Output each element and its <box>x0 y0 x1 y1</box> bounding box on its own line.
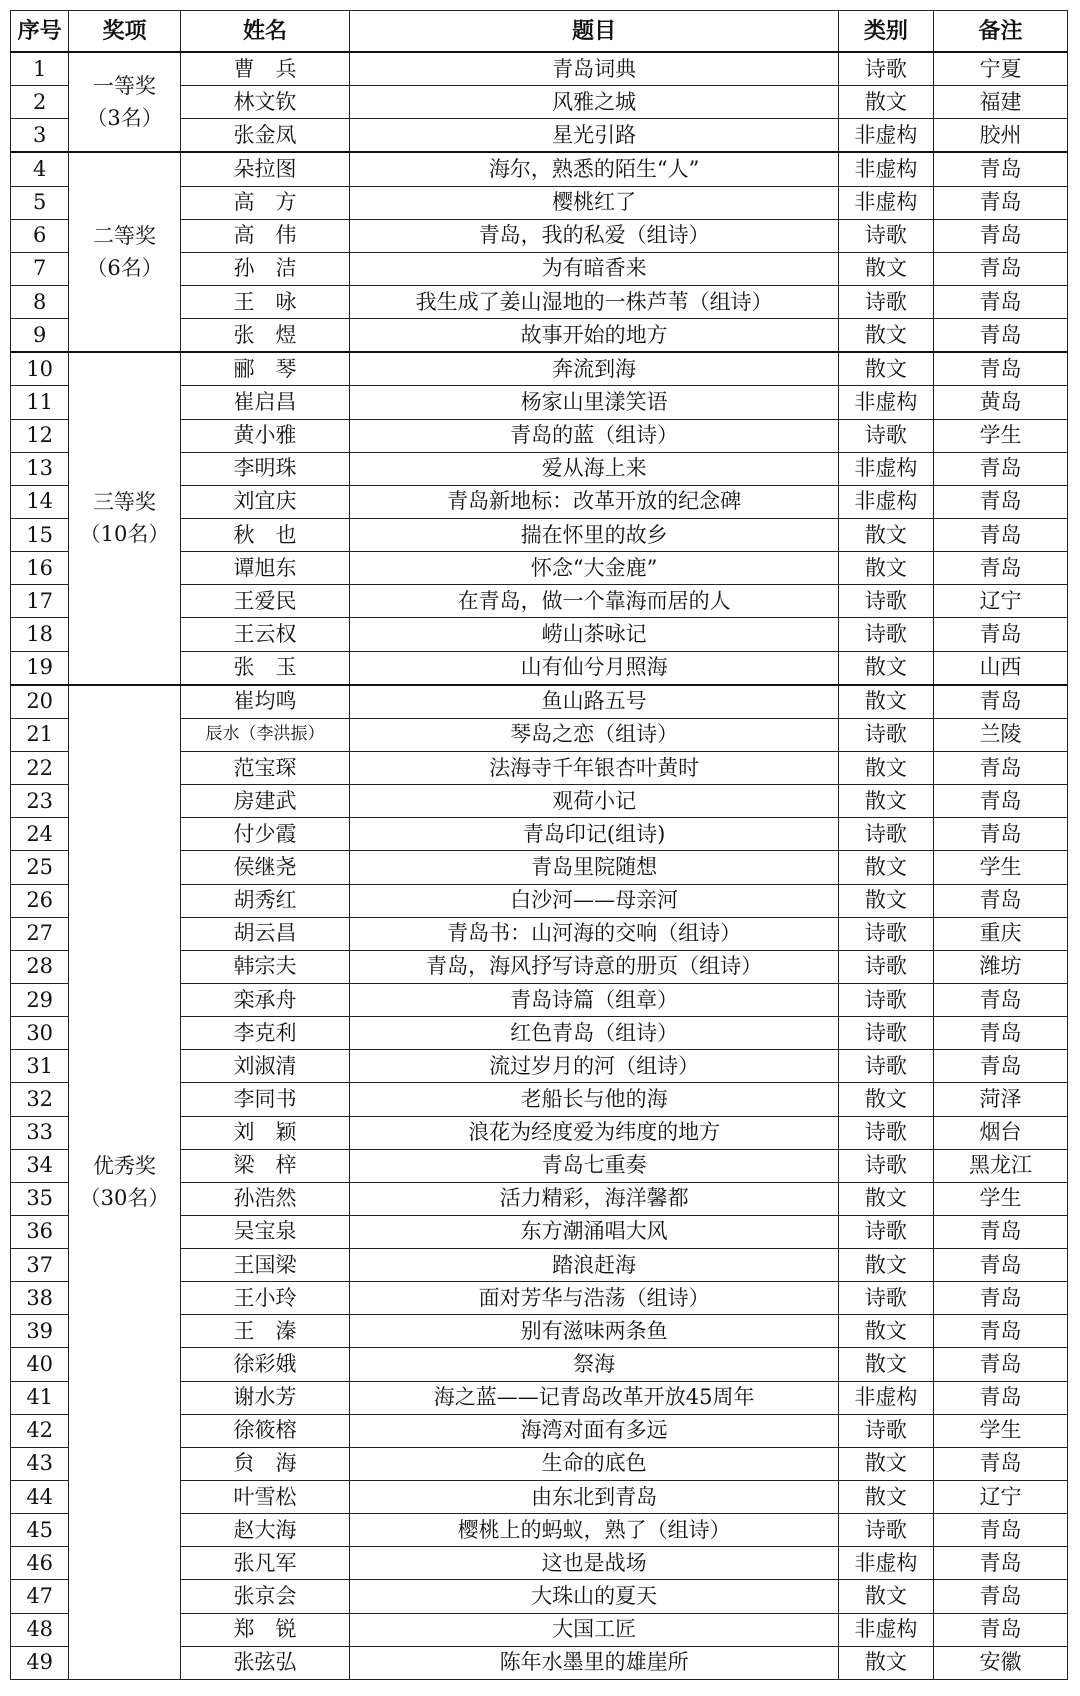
winner-name: 崔均鸣 <box>180 685 350 719</box>
work-category: 非虚构 <box>838 119 933 153</box>
work-category: 诗歌 <box>838 1414 933 1447</box>
winner-name: 张京会 <box>180 1580 350 1613</box>
work-title: 这也是战场 <box>350 1547 839 1580</box>
work-title: 别有滋味两条鱼 <box>350 1315 839 1348</box>
row-index: 28 <box>11 950 69 983</box>
remark: 青岛 <box>933 1447 1067 1480</box>
winner-name: 王爱民 <box>180 585 350 618</box>
award-count: （30名） <box>79 1186 170 1211</box>
winner-name: 林文钦 <box>180 86 350 119</box>
remark: 青岛 <box>933 452 1067 485</box>
row-index: 6 <box>11 219 69 252</box>
remark: 烟台 <box>933 1116 1067 1149</box>
table-row <box>11 52 1068 86</box>
work-title: 揣在怀里的故乡 <box>350 518 839 551</box>
work-title: 樱桃上的蚂蚁，熟了（组诗） <box>350 1514 839 1547</box>
row-index: 39 <box>11 1315 69 1348</box>
winner-name: 崔启昌 <box>180 386 350 419</box>
winner-name: 王 溱 <box>180 1315 350 1348</box>
row-index: 42 <box>11 1414 69 1447</box>
winner-name: 徐彩娥 <box>180 1348 350 1381</box>
work-category: 散文 <box>838 1481 933 1514</box>
table-row <box>11 685 1068 719</box>
row-index: 29 <box>11 983 69 1016</box>
winner-name: 辰水（李洪振） <box>180 718 350 751</box>
remark: 辽宁 <box>933 585 1067 618</box>
winner-name: 范宝琛 <box>180 751 350 784</box>
work-category: 散文 <box>838 86 933 119</box>
winner-name: 侯继尧 <box>180 851 350 884</box>
work-category: 诗歌 <box>838 1514 933 1547</box>
work-title: 青岛的蓝（组诗） <box>350 419 839 452</box>
remark: 青岛 <box>933 552 1067 585</box>
remark: 宁夏 <box>933 52 1067 86</box>
row-index: 2 <box>11 86 69 119</box>
header-remark: 备注 <box>933 11 1067 53</box>
work-title: 杨家山里漾笑语 <box>350 386 839 419</box>
work-category: 散文 <box>838 1348 933 1381</box>
winner-name: 刘淑清 <box>180 1050 350 1083</box>
work-category: 诗歌 <box>838 1149 933 1182</box>
work-title: 海湾对面有多远 <box>350 1414 839 1447</box>
table-body <box>11 52 1068 1680</box>
work-title: 山有仙兮月照海 <box>350 651 839 685</box>
remark: 青岛 <box>933 1348 1067 1381</box>
row-index: 13 <box>11 452 69 485</box>
work-category: 诗歌 <box>838 718 933 751</box>
work-category: 诗歌 <box>838 52 933 86</box>
work-title: 由东北到青岛 <box>350 1481 839 1514</box>
winner-name: 高 方 <box>180 186 350 219</box>
winner-name: 孙 洁 <box>180 252 350 285</box>
row-index: 12 <box>11 419 69 452</box>
row-index: 14 <box>11 485 69 518</box>
row-index: 33 <box>11 1116 69 1149</box>
remark: 重庆 <box>933 917 1067 950</box>
work-category: 散文 <box>838 1182 933 1215</box>
work-title: 流过岁月的河（组诗） <box>350 1050 839 1083</box>
remark: 胶州 <box>933 119 1067 153</box>
work-category: 诗歌 <box>838 1116 933 1149</box>
winner-name: 房建武 <box>180 785 350 818</box>
remark: 青岛 <box>933 1249 1067 1282</box>
work-category: 非虚构 <box>838 1547 933 1580</box>
work-category: 诗歌 <box>838 1050 933 1083</box>
winner-name: 王云权 <box>180 618 350 651</box>
winner-name: 王国梁 <box>180 1249 350 1282</box>
row-index: 45 <box>11 1514 69 1547</box>
winner-name: 王小玲 <box>180 1282 350 1315</box>
remark: 青岛 <box>933 983 1067 1016</box>
work-title: 鱼山路五号 <box>350 685 839 719</box>
work-category: 诗歌 <box>838 983 933 1016</box>
work-category: 诗歌 <box>838 917 933 950</box>
work-title: 青岛印记(组诗) <box>350 818 839 851</box>
remark: 青岛 <box>933 186 1067 219</box>
work-title: 大国工匠 <box>350 1613 839 1646</box>
award-group-cell <box>69 685 180 1680</box>
row-index: 43 <box>11 1447 69 1480</box>
work-title: 海尔，熟悉的陌生“人” <box>350 152 839 186</box>
row-index: 3 <box>11 119 69 153</box>
work-title: 在青岛，做一个靠海而居的人 <box>350 585 839 618</box>
row-index: 24 <box>11 818 69 851</box>
winner-name: 刘宜庆 <box>180 485 350 518</box>
row-index: 31 <box>11 1050 69 1083</box>
remark: 青岛 <box>933 685 1067 719</box>
row-index: 23 <box>11 785 69 818</box>
award-label: 一等奖 <box>93 73 157 98</box>
work-category: 非虚构 <box>838 186 933 219</box>
work-title: 奔流到海 <box>350 352 839 386</box>
row-index: 22 <box>11 751 69 784</box>
row-index: 16 <box>11 552 69 585</box>
row-index: 10 <box>11 352 69 386</box>
winner-name: 吴宝泉 <box>180 1215 350 1248</box>
remark: 青岛 <box>933 1514 1067 1547</box>
remark: 青岛 <box>933 785 1067 818</box>
work-category: 诗歌 <box>838 285 933 318</box>
winner-name: 秋 也 <box>180 518 350 551</box>
row-index: 19 <box>11 651 69 685</box>
row-index: 21 <box>11 718 69 751</box>
remark: 青岛 <box>933 1050 1067 1083</box>
remark: 潍坊 <box>933 950 1067 983</box>
row-index: 36 <box>11 1215 69 1248</box>
work-category: 诗歌 <box>838 219 933 252</box>
row-index: 9 <box>11 319 69 353</box>
remark: 青岛 <box>933 1613 1067 1646</box>
award-group-cell <box>69 352 180 684</box>
work-category: 非虚构 <box>838 452 933 485</box>
remark: 福建 <box>933 86 1067 119</box>
winner-name: 张金凤 <box>180 119 350 153</box>
winner-name: 谭旭东 <box>180 552 350 585</box>
work-title: 法海寺千年银杏叶黄时 <box>350 751 839 784</box>
work-title: 星光引路 <box>350 119 839 153</box>
winner-name: 付少霞 <box>180 818 350 851</box>
award-group-cell <box>69 52 180 152</box>
row-index: 40 <box>11 1348 69 1381</box>
row-index: 37 <box>11 1249 69 1282</box>
row-index: 15 <box>11 518 69 551</box>
winner-name: 王 咏 <box>180 285 350 318</box>
remark: 青岛 <box>933 1315 1067 1348</box>
work-category: 散文 <box>838 751 933 784</box>
work-title: 大珠山的夏天 <box>350 1580 839 1613</box>
remark: 青岛 <box>933 252 1067 285</box>
work-category: 散文 <box>838 518 933 551</box>
work-category: 散文 <box>838 1646 933 1679</box>
work-category: 散文 <box>838 352 933 386</box>
winner-name: 李同书 <box>180 1083 350 1116</box>
winner-name: 徐筱榕 <box>180 1414 350 1447</box>
remark: 青岛 <box>933 319 1067 353</box>
work-title: 青岛，海风抒写诗意的册页（组诗） <box>350 950 839 983</box>
row-index: 46 <box>11 1547 69 1580</box>
remark: 学生 <box>933 851 1067 884</box>
work-title: 活力精彩，海洋馨都 <box>350 1182 839 1215</box>
work-title: 樱桃红了 <box>350 186 839 219</box>
work-title: 青岛词典 <box>350 52 839 86</box>
winner-name: 李克利 <box>180 1017 350 1050</box>
award-label: 三等奖 <box>93 489 157 514</box>
work-title: 面对芳华与浩荡（组诗） <box>350 1282 839 1315</box>
row-index: 8 <box>11 285 69 318</box>
work-title: 故事开始的地方 <box>350 319 839 353</box>
remark: 学生 <box>933 1414 1067 1447</box>
remark: 青岛 <box>933 152 1067 186</box>
table-row <box>11 152 1068 186</box>
remark: 青岛 <box>933 884 1067 917</box>
work-category: 非虚构 <box>838 485 933 518</box>
winner-name: 张弦弘 <box>180 1646 350 1679</box>
work-category: 诗歌 <box>838 585 933 618</box>
work-title: 青岛书：山河海的交响（组诗） <box>350 917 839 950</box>
row-index: 17 <box>11 585 69 618</box>
remark: 黑龙江 <box>933 1149 1067 1182</box>
work-category: 散文 <box>838 1580 933 1613</box>
work-category: 诗歌 <box>838 818 933 851</box>
row-index: 48 <box>11 1613 69 1646</box>
remark: 青岛 <box>933 818 1067 851</box>
row-index: 30 <box>11 1017 69 1050</box>
work-category: 散文 <box>838 1249 933 1282</box>
remark: 青岛 <box>933 1381 1067 1414</box>
remark: 学生 <box>933 1182 1067 1215</box>
work-category: 散文 <box>838 851 933 884</box>
work-category: 散文 <box>838 252 933 285</box>
remark: 菏泽 <box>933 1083 1067 1116</box>
remark: 青岛 <box>933 518 1067 551</box>
award-label: 二等奖 <box>93 223 157 248</box>
row-index: 49 <box>11 1646 69 1679</box>
winner-name: 梁 梓 <box>180 1149 350 1182</box>
winner-name: 郑 锐 <box>180 1613 350 1646</box>
work-title: 观荷小记 <box>350 785 839 818</box>
row-index: 4 <box>11 152 69 186</box>
remark: 青岛 <box>933 618 1067 651</box>
work-title: 东方潮涌唱大风 <box>350 1215 839 1248</box>
header-category: 类别 <box>838 11 933 53</box>
winner-name: 赵大海 <box>180 1514 350 1547</box>
winner-name: 曹 兵 <box>180 52 350 86</box>
winner-name: 胡秀红 <box>180 884 350 917</box>
work-category: 散文 <box>838 1315 933 1348</box>
work-category: 散文 <box>838 1447 933 1480</box>
header-index: 序号 <box>11 11 69 53</box>
row-index: 38 <box>11 1282 69 1315</box>
winner-name: 韩宗夫 <box>180 950 350 983</box>
remark: 青岛 <box>933 1215 1067 1248</box>
row-index: 18 <box>11 618 69 651</box>
work-category: 散文 <box>838 552 933 585</box>
work-title: 琴岛之恋（组诗） <box>350 718 839 751</box>
winner-name: 孙浩然 <box>180 1182 350 1215</box>
row-index: 47 <box>11 1580 69 1613</box>
remark: 安徽 <box>933 1646 1067 1679</box>
remark: 青岛 <box>933 352 1067 386</box>
work-title: 白沙河——母亲河 <box>350 884 839 917</box>
work-title: 青岛诗篇（组章） <box>350 983 839 1016</box>
winner-name: 栾承舟 <box>180 983 350 1016</box>
work-title: 生命的底色 <box>350 1447 839 1480</box>
row-index: 35 <box>11 1182 69 1215</box>
award-group-cell <box>69 152 180 352</box>
work-title: 海之蓝——记青岛改革开放45周年 <box>350 1381 839 1414</box>
row-index: 7 <box>11 252 69 285</box>
work-title: 红色青岛（组诗） <box>350 1017 839 1050</box>
winner-name: 叶雪松 <box>180 1481 350 1514</box>
work-title: 青岛七重奏 <box>350 1149 839 1182</box>
remark: 青岛 <box>933 1547 1067 1580</box>
row-index: 26 <box>11 884 69 917</box>
work-title: 陈年水墨里的雄崖所 <box>350 1646 839 1679</box>
work-category: 非虚构 <box>838 152 933 186</box>
work-category: 诗歌 <box>838 419 933 452</box>
work-title: 青岛新地标：改革开放的纪念碑 <box>350 485 839 518</box>
winner-name: 谢水芳 <box>180 1381 350 1414</box>
winner-name: 张凡军 <box>180 1547 350 1580</box>
row-index: 32 <box>11 1083 69 1116</box>
row-index: 34 <box>11 1149 69 1182</box>
work-category: 非虚构 <box>838 1613 933 1646</box>
winner-name: 贠 海 <box>180 1447 350 1480</box>
work-title: 老船长与他的海 <box>350 1083 839 1116</box>
winner-name: 张 玉 <box>180 651 350 685</box>
work-title: 怀念“大金鹿” <box>350 552 839 585</box>
award-count: （6名） <box>86 256 163 281</box>
work-category: 散文 <box>838 884 933 917</box>
remark: 青岛 <box>933 1580 1067 1613</box>
award-list-table <box>10 10 1068 1680</box>
remark: 兰陵 <box>933 718 1067 751</box>
winner-name: 刘 颖 <box>180 1116 350 1149</box>
remark: 青岛 <box>933 1282 1067 1315</box>
work-category: 散文 <box>838 1083 933 1116</box>
remark: 山西 <box>933 651 1067 685</box>
table-row <box>11 352 1068 386</box>
header-award: 奖项 <box>69 11 180 53</box>
work-category: 诗歌 <box>838 1282 933 1315</box>
work-category: 非虚构 <box>838 1381 933 1414</box>
work-title: 崂山茶咏记 <box>350 618 839 651</box>
row-index: 44 <box>11 1481 69 1514</box>
winner-name: 高 伟 <box>180 219 350 252</box>
table-header <box>11 11 1068 53</box>
work-title: 青岛里院随想 <box>350 851 839 884</box>
header-row <box>11 11 1068 53</box>
work-category: 诗歌 <box>838 1215 933 1248</box>
work-title: 为有暗香来 <box>350 252 839 285</box>
work-title: 祭海 <box>350 1348 839 1381</box>
work-category: 非虚构 <box>838 386 933 419</box>
row-index: 1 <box>11 52 69 86</box>
work-category: 散文 <box>838 319 933 353</box>
header-name: 姓名 <box>180 11 350 53</box>
work-category: 散文 <box>838 651 933 685</box>
winner-name: 郦 琴 <box>180 352 350 386</box>
work-title: 爱从海上来 <box>350 452 839 485</box>
row-index: 11 <box>11 386 69 419</box>
row-index: 20 <box>11 685 69 719</box>
work-category: 散文 <box>838 685 933 719</box>
winner-name: 李明珠 <box>180 452 350 485</box>
work-title: 青岛，我的私爱（组诗） <box>350 219 839 252</box>
remark: 青岛 <box>933 751 1067 784</box>
row-index: 41 <box>11 1381 69 1414</box>
winner-name: 胡云昌 <box>180 917 350 950</box>
work-title: 风雅之城 <box>350 86 839 119</box>
row-index: 25 <box>11 851 69 884</box>
award-count: （10名） <box>79 522 170 547</box>
header-title: 题目 <box>350 11 839 53</box>
remark: 青岛 <box>933 219 1067 252</box>
work-title: 踏浪赶海 <box>350 1249 839 1282</box>
winner-name: 张 煜 <box>180 319 350 353</box>
row-index: 5 <box>11 186 69 219</box>
work-category: 诗歌 <box>838 618 933 651</box>
winner-name: 黄小雅 <box>180 419 350 452</box>
award-count: （3名） <box>86 106 163 131</box>
work-title: 我生成了姜山湿地的一株芦苇（组诗） <box>350 285 839 318</box>
award-label: 优秀奖 <box>93 1153 157 1178</box>
winner-name: 朵拉图 <box>180 152 350 186</box>
row-index: 27 <box>11 917 69 950</box>
work-title: 浪花为经度爱为纬度的地方 <box>350 1116 839 1149</box>
work-category: 散文 <box>838 785 933 818</box>
remark: 青岛 <box>933 1017 1067 1050</box>
remark: 青岛 <box>933 285 1067 318</box>
remark: 青岛 <box>933 485 1067 518</box>
remark: 黄岛 <box>933 386 1067 419</box>
work-category: 诗歌 <box>838 1017 933 1050</box>
remark: 辽宁 <box>933 1481 1067 1514</box>
work-category: 诗歌 <box>838 950 933 983</box>
remark: 学生 <box>933 419 1067 452</box>
